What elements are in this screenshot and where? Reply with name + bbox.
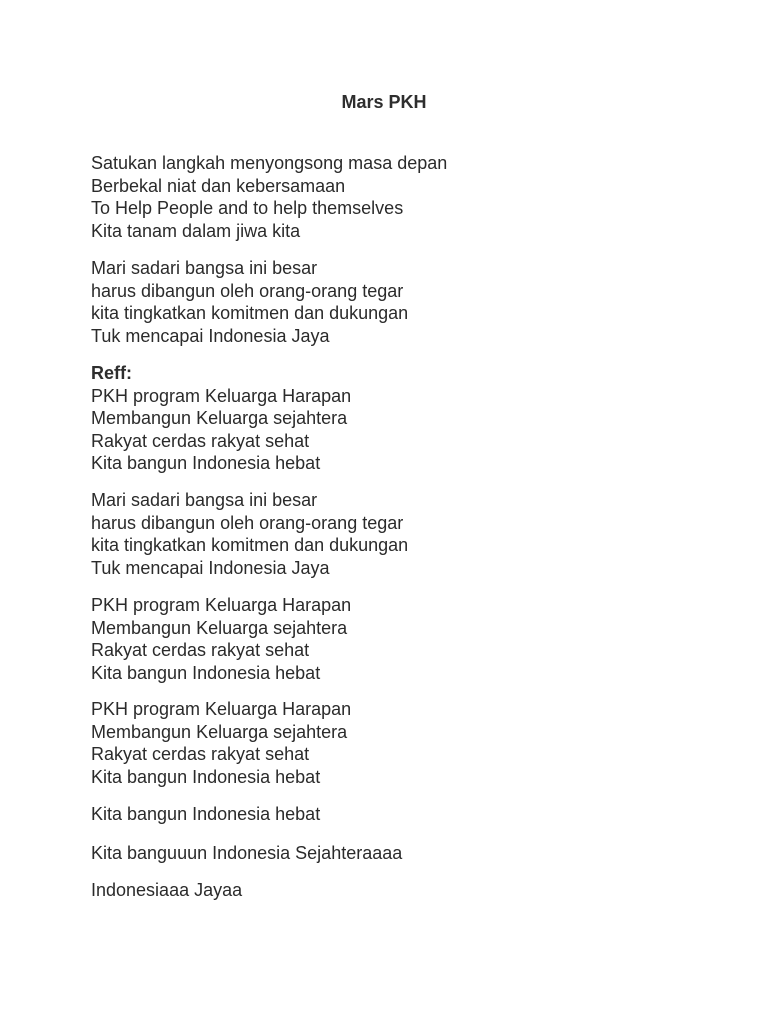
lyric-line: Mari sadari bangsa ini besar — [91, 258, 318, 278]
lyric-line: kita tingkatkan komitmen dan dukungan — [91, 303, 409, 323]
lyric-line: Kita bangun Indonesia hebat — [91, 766, 321, 787]
lyric-line: Kita tanam dalam jiwa kita — [91, 220, 301, 241]
reff-heading: Reff: — [91, 363, 132, 383]
stanza-6 — [91, 698, 351, 788]
page-title: Mars PKH — [341, 92, 427, 112]
lyric-line: Rakyat cerdas rakyat sehat — [91, 640, 310, 660]
lyric-line: To Help People and to help themselves — [91, 198, 404, 218]
lyric-line: Indonesiaaa Jayaa — [91, 880, 243, 900]
lyric-line: PKH program Keluarga Harapan — [91, 595, 352, 615]
lyric-line: Rakyat cerdas rakyat sehat — [91, 430, 310, 451]
lyric-line: PKH program Keluarga Harapan — [91, 699, 352, 719]
lyric-line: kita tingkatkan komitmen dan dukungan — [91, 535, 409, 555]
lyric-line: Membangun Keluarga sejahtera — [91, 721, 348, 742]
stanza-8 — [91, 842, 402, 865]
stanza-4 — [91, 489, 408, 579]
lyric-line: Kita banguuun Indonesia Sejahteraaaa — [91, 843, 403, 863]
lyric-line: Tuk mencapai Indonesia Jaya — [91, 557, 330, 578]
lyric-line: Kita bangun Indonesia hebat — [91, 453, 321, 473]
stanza-5 — [91, 594, 351, 684]
lyric-line: Membangun Keluarga sejahtera — [91, 408, 348, 428]
stanza-reff — [91, 362, 351, 475]
lyric-line: Rakyat cerdas rakyat sehat — [91, 744, 310, 764]
lyric-line: Berbekal niat dan kebersamaan — [91, 175, 346, 196]
lyric-line: Mari sadari bangsa ini besar — [91, 490, 318, 510]
lyric-line: Tuk mencapai Indonesia Jaya — [91, 325, 330, 346]
stanza-2 — [91, 257, 408, 347]
lyric-line: harus dibangun oleh orang-orang tegar — [91, 280, 404, 301]
stanza-9 — [91, 879, 242, 902]
stanza-7 — [91, 803, 320, 826]
lyric-line: Satukan langkah menyongsong masa depan — [91, 153, 448, 173]
lyric-line: Kita bangun Indonesia hebat — [91, 804, 321, 824]
lyric-line: harus dibangun oleh orang-orang tegar — [91, 512, 404, 533]
lyric-line: Membangun Keluarga sejahtera — [91, 617, 348, 638]
stanza-1 — [91, 152, 447, 242]
lyric-line: Kita bangun Indonesia hebat — [91, 662, 321, 683]
lyric-line: PKH program Keluarga Harapan — [91, 385, 352, 406]
